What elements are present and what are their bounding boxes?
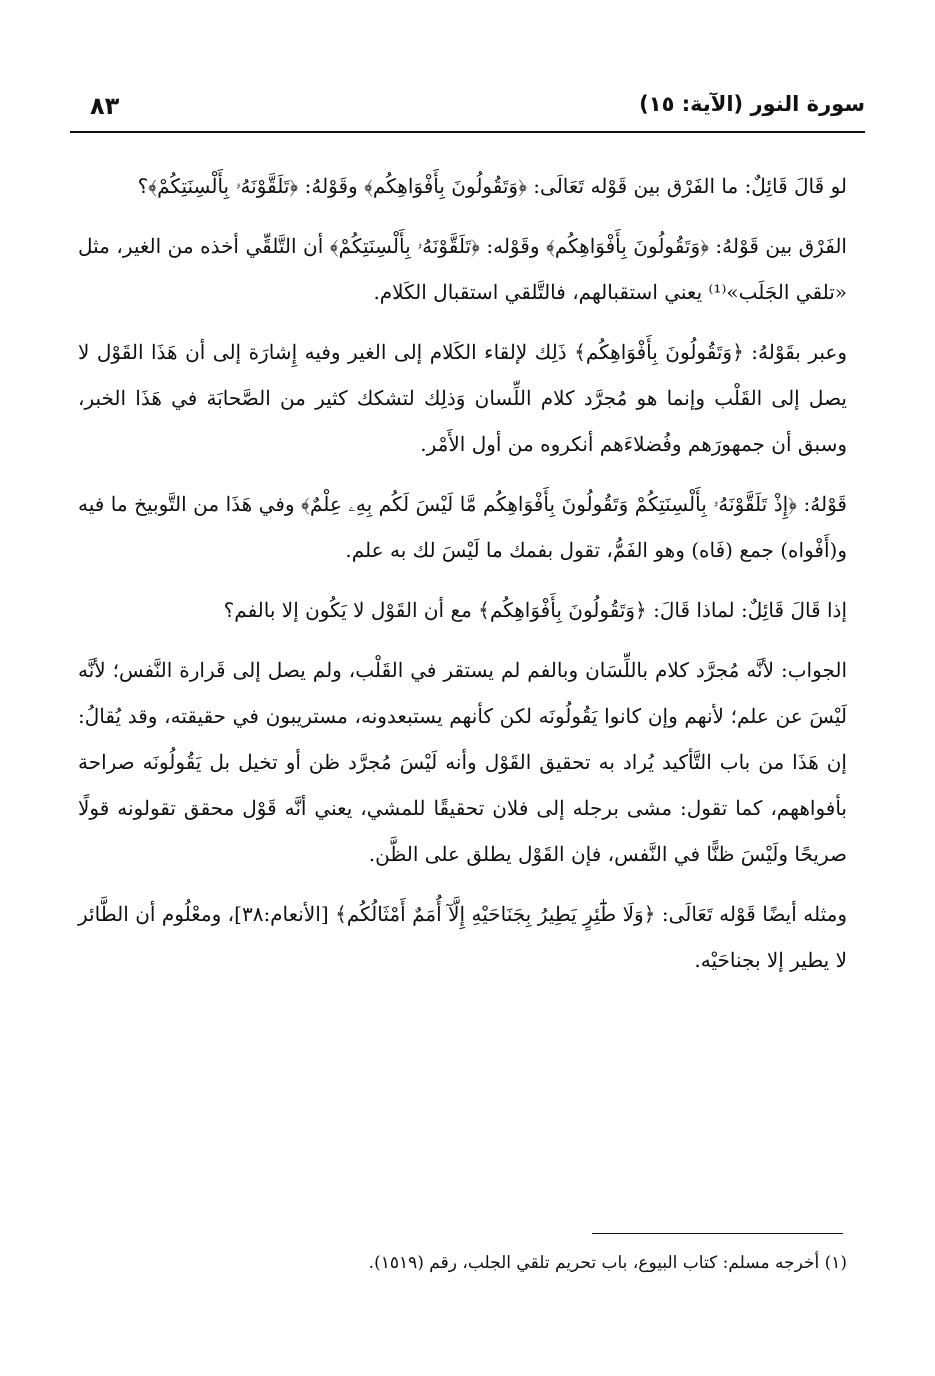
paragraph-answer-difference: الفَرْق بين قَوْلهُ: ﴿وَتَقُولُونَ بِأَفْوَاهِكُم﴾ وقَوْله: ﴿تَلَقَّوْنَهُۥ بِأَلْسِنَتِكُمْ﴾ أن التَّلقِّي أخذه من الغير، مثل «تلقي الجَلَب»⁽¹⁾ يعني استقبالهم، فالتَّلقي استقبال الكَلام.	[78, 234, 847, 304]
page-body	[78, 163, 847, 997]
paragraph-mouths-explanation: وعبر بقَوْلهُ: ﴿وَتَقُولُونَ بِأَفْوَاهِكُم﴾ ذَلِك لإلقاء الكَلام إلى الغير وفيه إِشارَة إلى أن هَذَا القَوْل لا يصل إلى القَلْب وإنما هو مُجرَّد كلام اللِّسان وَذلِك لتشكك كثير من الصَّحابَة في هَذَا الخبر، وسبق أن جمهورَهم وفُضلاءَهم أنكروه من أول الأَمْر.	[78, 340, 847, 456]
page-number: ٨٣	[90, 92, 120, 120]
paragraph-answer-mouth: الجواب: لأنَّه مُجرَّد كلام باللِّسَان وبالفم لم يستقر في القَلْب، ولم يصل إلى قَرارة النَّفس؛ لأنَّه لَيْسَ عن علم؛ لأنهم وإن كانوا يَقُولُونَه لكن كأنهم يستبعدونه، مستريبون في حقيقته، وقد يُقالُ: إن هَذَا من باب التَّأكيد يُراد به تحقيق القَوْل وأنه لَيْسَ مُجرَّد ظن أو تخيل بل يَقُولُونَه صراحة بأفواههم، كما تقول: مشى برجله إلى فلان تحقيقًا للمشي، يعني أنَّه قَوْل محقق تقولونه قولًا صريحًا ولَيْسَ ظنًّا في النَّفس، فإن القَوْل يطلق على الظَّن.	[78, 658, 847, 866]
paragraph-bird-example: ومثله أيضًا قَوْله تَعَالَى: ﴿وَلَا طَٰٓئِرٍ يَطِيرُ بِجَنَاحَيْهِ إِلَّآ أُمَمٌ أَمْثَالُكُم﴾ [الأنعام:٣٨]، ومعْلُوم أن الطَّائر لا يطير إلا بجناحَيْه.	[78, 902, 848, 972]
paragraph-question-difference: لو قَالَ قَائِلٌ: ما الفَرْق بين قَوْله تَعَالَى: ﴿وَتَقُولُونَ بِأَفْوَاهِكُم﴾ وقَوْلهُ: ﴿تَلَقَّوْنَهُۥ بِأَلْسِنَتِكُمْ﴾؟	[137, 174, 847, 198]
paragraph-question-mouth: إذا قَالَ قَائِلٌ: لماذا قَالَ: ﴿وَتَقُولُونَ بِأَفْوَاهِكُم﴾ مع أن القَوْل لا يَكُون إلا بالفم؟	[223, 598, 847, 622]
page-header	[70, 92, 865, 132]
footnote: (١) أخرجه مسلم: كتاب البيوع، باب تحريم تلقي الجلب، رقم (١٥١٩).	[368, 1253, 847, 1273]
footnote-divider	[592, 1233, 843, 1234]
paragraph-verse-rebuke: قَوْلهُ: ﴿إِذْ تَلَقَّوْنَهُۥ بِأَلْسِنَتِكُمْ وَتَقُولُونَ بِأَفْوَاهِكُم مَّا لَيْسَ لَكُم بِهِۦ عِلْمٌ﴾ وفي هَذَا من التَّوبيخ ما فيه و(أَفْواه) جمع (فَاه) وهو الفَمُّ، تقول بفمك ما لَيْسَ لك به علم.	[78, 492, 847, 562]
header-divider	[70, 131, 865, 133]
surah-title: سورة النور (الآية: ١٥)	[639, 92, 865, 116]
